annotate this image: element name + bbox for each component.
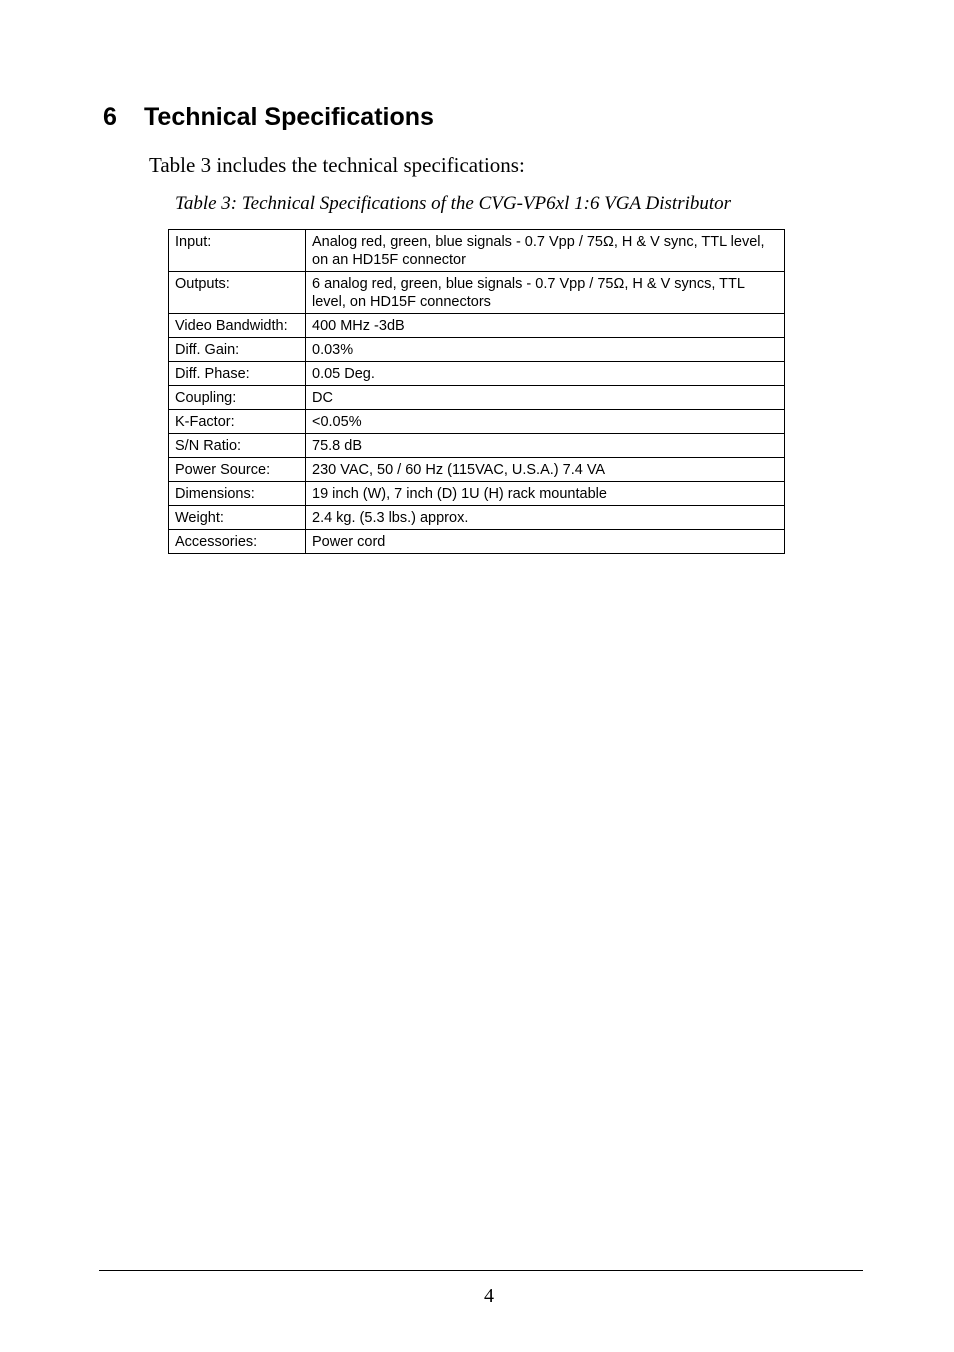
table-row: [169, 506, 785, 530]
spec-value: Analog red, green, blue signals - 0.7 Vpp / 75Ω, H & V sync, TTL level, on an HD15F connector: [306, 230, 785, 272]
spec-label: S/N Ratio:: [169, 434, 306, 458]
spec-label: Diff. Gain:: [169, 338, 306, 362]
spec-label: Outputs:: [169, 272, 306, 314]
spec-label: K-Factor:: [169, 410, 306, 434]
spec-value: 0.05 Deg.: [306, 362, 785, 386]
spec-value: DC: [306, 386, 785, 410]
spec-value: 6 analog red, green, blue signals - 0.7 Vpp / 75Ω, H & V syncs, TTL level, on HD15F connectors: [306, 272, 785, 314]
spec-value: 2.4 kg. (5.3 lbs.) approx.: [306, 506, 785, 530]
spec-label: Diff. Phase:: [169, 362, 306, 386]
table-row: [169, 482, 785, 506]
spec-value: 230 VAC, 50 / 60 Hz (115VAC, U.S.A.) 7.4 VA: [306, 458, 785, 482]
section-title: Technical Specifications: [144, 103, 434, 131]
spec-value: 0.03%: [306, 338, 785, 362]
section-number: 6: [103, 103, 117, 131]
spec-label: Dimensions:: [169, 482, 306, 506]
table-row: [169, 386, 785, 410]
spec-label: Accessories:: [169, 530, 306, 554]
page-number: 4: [484, 1285, 494, 1307]
spec-value: 400 MHz -3dB: [306, 314, 785, 338]
table-row: [169, 362, 785, 386]
section-heading: [103, 101, 434, 133]
specifications-table: [168, 229, 785, 554]
spec-label: Power Source:: [169, 458, 306, 482]
spec-label: Video Bandwidth:: [169, 314, 306, 338]
spec-value: 19 inch (W), 7 inch (D) 1U (H) rack mountable: [306, 482, 785, 506]
spec-label: Input:: [169, 230, 306, 272]
table-row: [169, 230, 785, 272]
table-caption: Table 3: Technical Specifications of the CVG-VP6xl 1:6 VGA Distributor: [175, 193, 732, 214]
spec-label: Coupling:: [169, 386, 306, 410]
spec-value: <0.05%: [306, 410, 785, 434]
spec-value: Power cord: [306, 530, 785, 554]
footer-divider: [99, 1270, 863, 1271]
table-row: [169, 338, 785, 362]
spec-label: Weight:: [169, 506, 306, 530]
table-row: [169, 434, 785, 458]
table-row: [169, 314, 785, 338]
table-row: [169, 272, 785, 314]
spec-value: 75.8 dB: [306, 434, 785, 458]
table-row: [169, 458, 785, 482]
table-row: [169, 530, 785, 554]
intro-paragraph: Table 3 includes the technical specifications:: [149, 153, 525, 177]
table-row: [169, 410, 785, 434]
